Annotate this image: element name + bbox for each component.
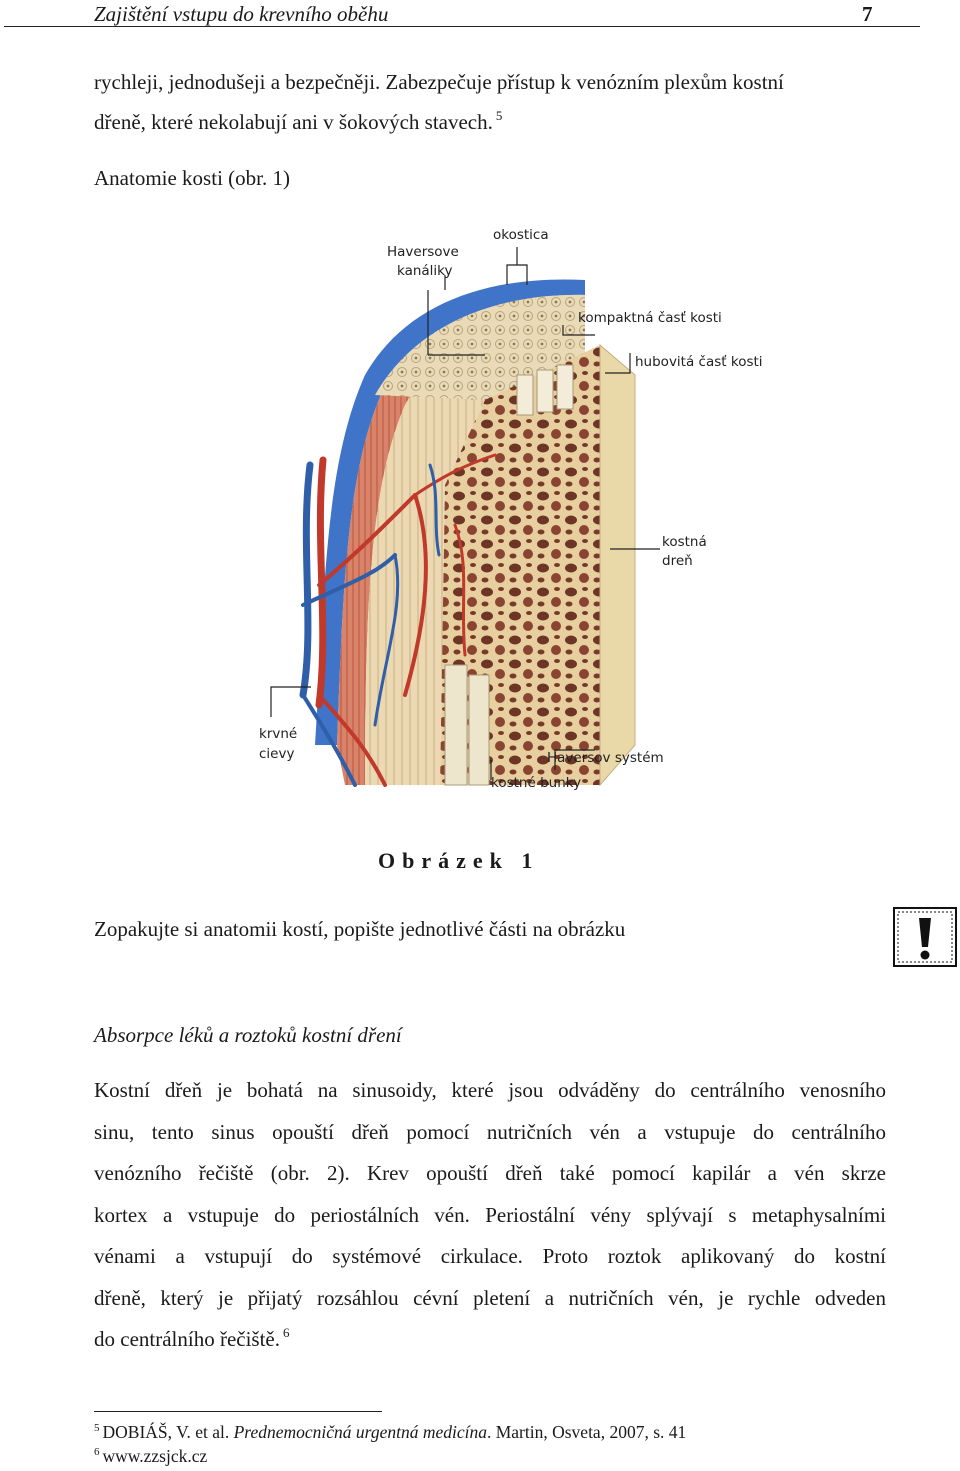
label-kostna: kostná — [662, 534, 707, 550]
label-kanaliky: kanáliky — [397, 263, 453, 279]
paragraph-line-3: venózního řečiště (obr. 2). Krev opouští dřeň také pomocí kapilár a vén skrze — [94, 1161, 886, 1185]
paragraph-line-2: sinu, tento sinus opouští dřeň pomocí nutričních vén a vstupuje do centrálního — [94, 1120, 886, 1144]
paragraph-line-5: vénami a vstupují do systémové cirkulace. Proto roztok aplikovaný do kostní — [94, 1244, 886, 1268]
label-haversov-system: Haversov systém — [547, 750, 664, 766]
paragraph-line-4: kortex a vstupuje do periostálních vén. Periostální vény splývají s metaphysalními — [94, 1203, 886, 1227]
figure-caption: Obrázek 1 — [378, 848, 540, 873]
label-kompaktna: kompaktná časť kosti — [578, 310, 722, 326]
header-rule — [4, 26, 920, 27]
intro-line-2 — [94, 110, 502, 135]
paragraph-line-7-text: do centrálního řečiště. — [94, 1327, 281, 1351]
paragraph-line-1: Kostní dřeň je bohatá na sinusoidy, které jsou odváděny do centrálního venosního — [94, 1078, 886, 1102]
footnote-6-link[interactable]: www.zzsjck.cz — [102, 1446, 208, 1466]
footnote-6 — [94, 1446, 207, 1467]
label-dren: dreň — [662, 553, 693, 569]
page-number: 7 — [862, 2, 873, 26]
figure-reference-line: Anatomie kosti (obr. 1) — [94, 166, 290, 190]
label-haversove: Haversove — [387, 244, 459, 260]
exclamation-icon — [893, 907, 957, 967]
bone-anatomy-figure — [255, 225, 780, 805]
paragraph-line-7 — [94, 1327, 290, 1352]
label-okostica: okostica — [493, 227, 549, 243]
footnote-rule — [94, 1411, 382, 1412]
label-krvne: krvné — [259, 726, 298, 742]
footnote-5-authors: DOBIÁŠ, V. et al. — [102, 1422, 234, 1442]
footnote-6-number: 6 — [94, 1446, 100, 1458]
footnote-5-number: 5 — [94, 1422, 100, 1434]
section-title: Absorpce léků a roztoků kostní dření — [94, 1023, 402, 1047]
intro-line-2-text: dřeně, které nekolabují ani v šokových stavech. — [94, 110, 493, 134]
label-hubovita: hubovitá časť kosti — [635, 354, 763, 370]
footnote-ref-6[interactable]: 6 — [283, 1325, 290, 1340]
running-header-title: Zajištění vstupu do krevního oběhu — [94, 2, 389, 26]
paragraph-line-6: dřeně, který je přijatý rozsáhlou cévní pletení a nutričních vén, je rychle odveden — [94, 1286, 886, 1310]
footnote-5-publisher: . Martin, Osveta, 2007, s. 41 — [486, 1422, 687, 1442]
footnote-5 — [94, 1422, 686, 1443]
label-cievy: cievy — [259, 746, 295, 762]
label-kostne-bunky: kostné bunky — [491, 775, 582, 791]
task-text: Zopakujte si anatomii kostí, popište jednotlivé části na obrázku — [94, 917, 626, 941]
footnote-5-title: Prednemocničná urgentná medicína — [233, 1422, 487, 1442]
cortex-slab — [600, 345, 635, 785]
footnote-ref-5[interactable]: 5 — [495, 108, 503, 123]
intro-line-1: rychleji, jednodušeji a bezpečněji. Zabezpečuje přístup k venózním plexům kostní — [94, 70, 784, 94]
